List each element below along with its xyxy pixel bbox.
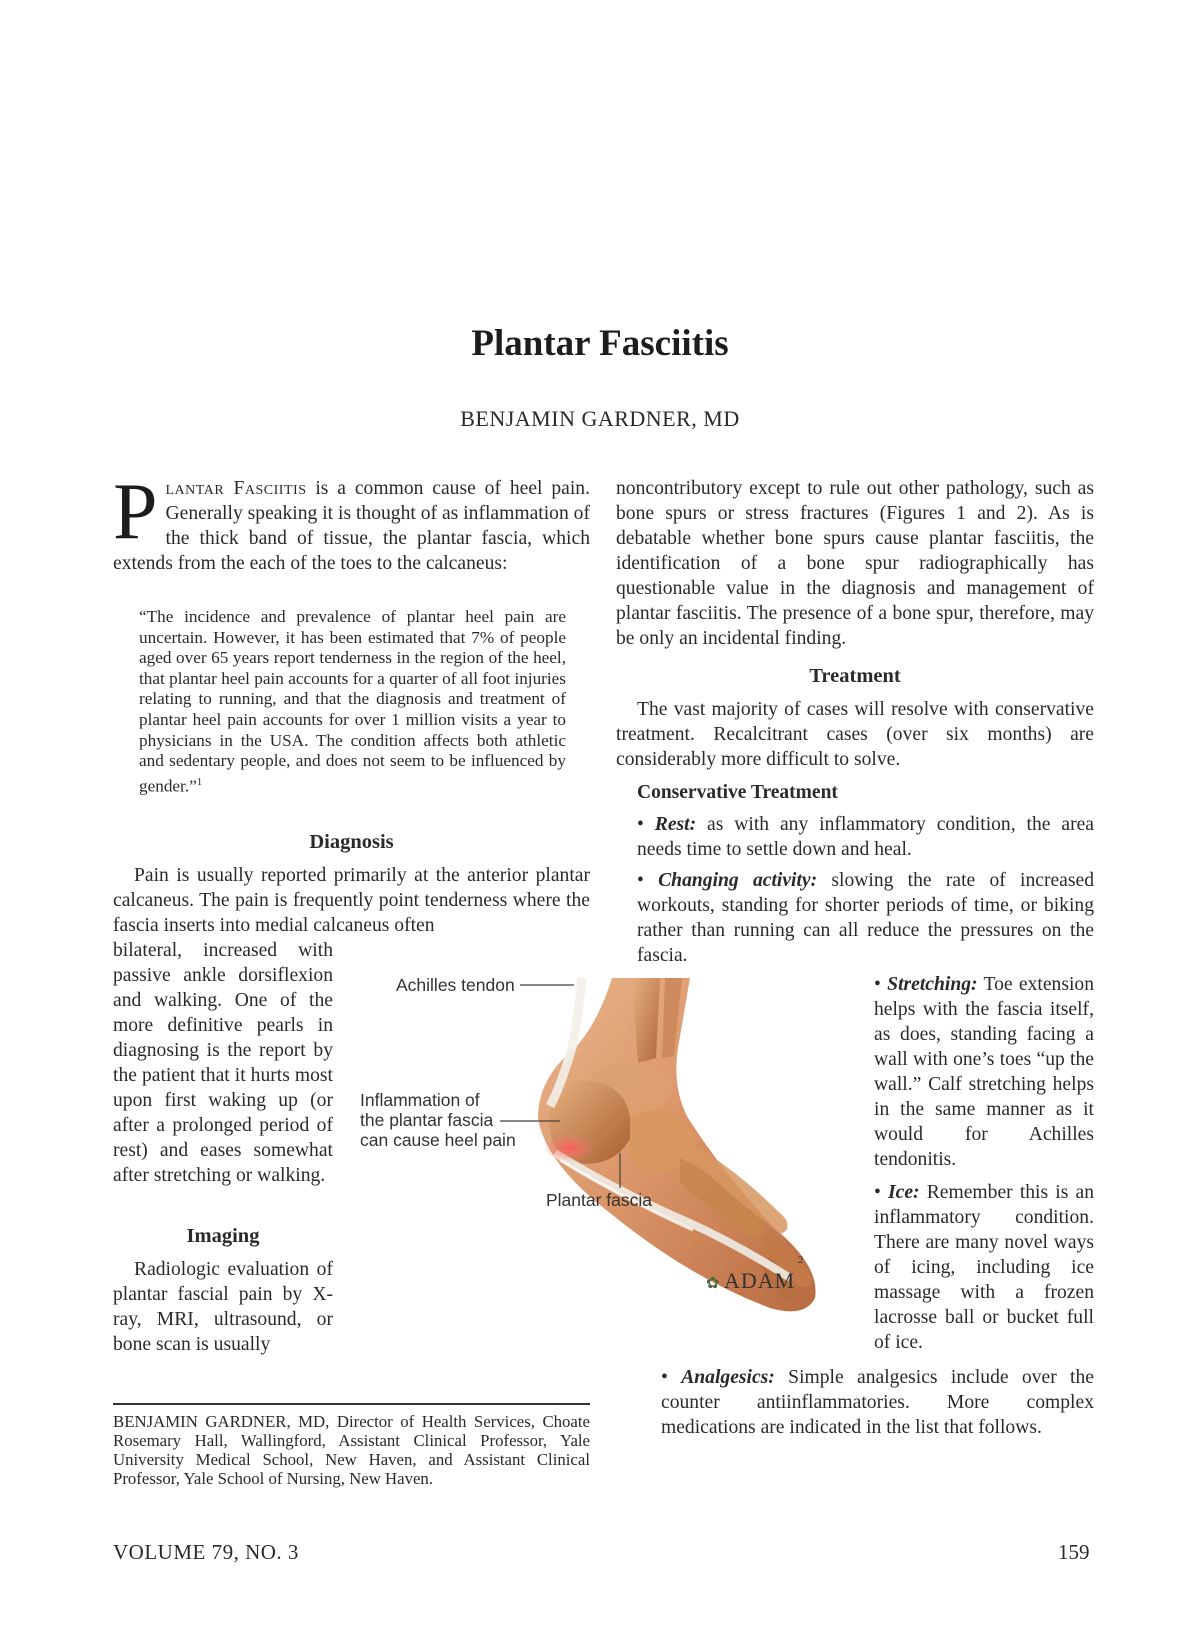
page-number: 159 bbox=[1058, 1540, 1090, 1564]
intro-text: is a common cause of heel pain. Generally speaking it is thought of as inflammation of the thick band of tissue, the plantar fascia, which extends from the each of the toes to the calcaneus: bbox=[113, 478, 590, 574]
imaging-paragraph: Radiologic evaluation of plantar fascial pain by X-ray, MRI, ultrasound, or bone scan is usually bbox=[113, 1259, 333, 1355]
inflammation-highlight bbox=[544, 1134, 596, 1162]
bullet-text-stretching: Toe extension helps with the fascia itself, as does, standing facing a wall with one’s toes “up the wall.” Calf stretching helps in the same manner as it would for Achilles tendonitis. bbox=[874, 974, 1094, 1170]
imaging-paragraph-continued: noncontributory except to rule out other pathology, such as bone spurs or stress fractures (Figures 1 and 2). As is debatable whether bone spurs cause plantar fasciitis, the identification of a bone spur radiographically has questionable value in the diagnosis and management of plantar fasciitis. The presence of a bone spur, therefore, may be only an incidental finding. bbox=[616, 478, 1094, 649]
bullet-text-changing: slowing the rate of increased workouts, standing for shorter periods of time, or biking rather than running can all reduce the pressures on the fascia. bbox=[637, 870, 1094, 966]
intro-smallcaps: lantar Fasciitis bbox=[165, 478, 307, 499]
bullet-ice: • Ice: Remember this is an inflammatory condition. There are many novel ways of icing, including ice massage with a frozen lacrosse ball or bucket full of ice. bbox=[874, 1182, 1094, 1353]
bullet-text-rest: as with any inflammatory condition, the area needs time to settle down and heal. bbox=[637, 814, 1094, 860]
bullet-label-stretching: Stretching: bbox=[887, 974, 978, 995]
intro-paragraph bbox=[113, 468, 590, 576]
conservative-treatment-heading: Conservative Treatment bbox=[637, 782, 838, 803]
bullet-text-ice: Remember this is an inflammatory condition. There are many novel ways of icing, including ice massage with a frozen lacrosse ball or bucket full of ice. bbox=[874, 1182, 1094, 1353]
label-inflammation-line3: can cause heel pain bbox=[360, 1130, 516, 1150]
bullet-text-analgesics: Simple analgesics include over the counter antiinflammatories. More complex medications are indicated in the list that follows. bbox=[661, 1367, 1094, 1438]
bullet-label-changing: Changing activity: bbox=[658, 870, 818, 891]
treatment-paragraph: The vast majority of cases will resolve with conservative treatment. Recalcitrant cases (over six months) are considerably more difficult to solve. bbox=[616, 699, 1094, 770]
quote-text: “The incidence and prevalence of plantar heel pain are uncertain. However, it has been estimated that 7% of people aged over 65 years report tenderness in the region of the heel, that plantar heel pain accounts for a quarter of all foot injuries relating to running, and that the diagnosis and treatment of plantar heel pain accounts for over 1 million visits a year to physicians in the USA. The condition affects both athletic and sedentary people, and does not seem to be influenced by gender.” bbox=[139, 607, 566, 796]
bullet-stretching: • Stretching: Toe extension helps with the fascia itself, as does, standing facing a wall with one’s toes “up the wall.” Calf stretching helps in the same manner as it would for Achilles tendonitis. bbox=[874, 974, 1094, 1170]
block-quote bbox=[139, 607, 566, 797]
diagnosis-heading: Diagnosis bbox=[309, 831, 394, 853]
treatment-heading: Treatment bbox=[809, 665, 901, 687]
bullet-changing-activity: • Changing activity: slowing the rate of increased workouts, standing for shorter periods of time, or biking rather than running can all reduce the pressures on the fascia. bbox=[637, 870, 1094, 966]
figure-reference: 2 bbox=[798, 1254, 804, 1266]
foot-illustration bbox=[538, 978, 816, 1311]
imaging-heading: Imaging bbox=[186, 1225, 260, 1247]
author-byline: BENJAMIN GARDNER, MD bbox=[460, 406, 740, 431]
label-achilles-tendon: Achilles tendon bbox=[396, 978, 515, 995]
quote-reference[interactable]: 1 bbox=[196, 775, 203, 788]
bullet-label-ice: Ice: bbox=[888, 1182, 920, 1203]
adam-logo-text: ADAM bbox=[724, 1268, 796, 1293]
volume-info: VOLUME 79, NO. 3 bbox=[113, 1540, 299, 1564]
bullet-label-analgesics: Analgesics: bbox=[681, 1367, 775, 1388]
diagnosis-paragraph: Pain is usually reported primarily at the anterior plantar calcaneus. The pain is frequently point tenderness where the fascia inserts into medial calcaneus often bbox=[113, 865, 590, 936]
bullet-analgesics: • Analgesics: Simple analgesics include over the counter antiinflammatories. More complex medications are indicated in the list that follows. bbox=[661, 1367, 1094, 1438]
foot-anatomy-figure bbox=[360, 978, 860, 1370]
article-title: Plantar Fasciitis bbox=[471, 323, 729, 364]
author-footnote: BENJAMIN GARDNER, MD, Director of Health Services, Choate Rosemary Hall, Wallingford, Assistant Clinical Professor, Yale University Medical School, New Haven, and Assistant Clinical Professor, Yale School of Nursing, New Haven. bbox=[113, 1412, 590, 1488]
label-plantar-fascia: Plantar fascia bbox=[546, 1190, 653, 1210]
bullet-rest: • Rest: as with any inflammatory condition, the area needs time to settle down and heal. bbox=[637, 814, 1094, 860]
drop-cap: P bbox=[113, 468, 158, 556]
diagnosis-paragraph-continued: bilateral, increased with passive ankle dorsiflexion and walking. One of the more definitive pearls in diagnosing is the report by the patient that it hurts most upon first waking up (or after a prolonged period of rest) and eases somewhat after stretching or walking. bbox=[113, 940, 333, 1186]
leaf-icon: ✿ bbox=[706, 1273, 720, 1292]
footnote-rule bbox=[113, 1403, 590, 1405]
label-inflammation-line2: the plantar fascia bbox=[360, 1110, 494, 1130]
label-inflammation-line1: Inflammation of bbox=[360, 1090, 480, 1110]
bullet-label-rest: Rest: bbox=[654, 814, 697, 835]
